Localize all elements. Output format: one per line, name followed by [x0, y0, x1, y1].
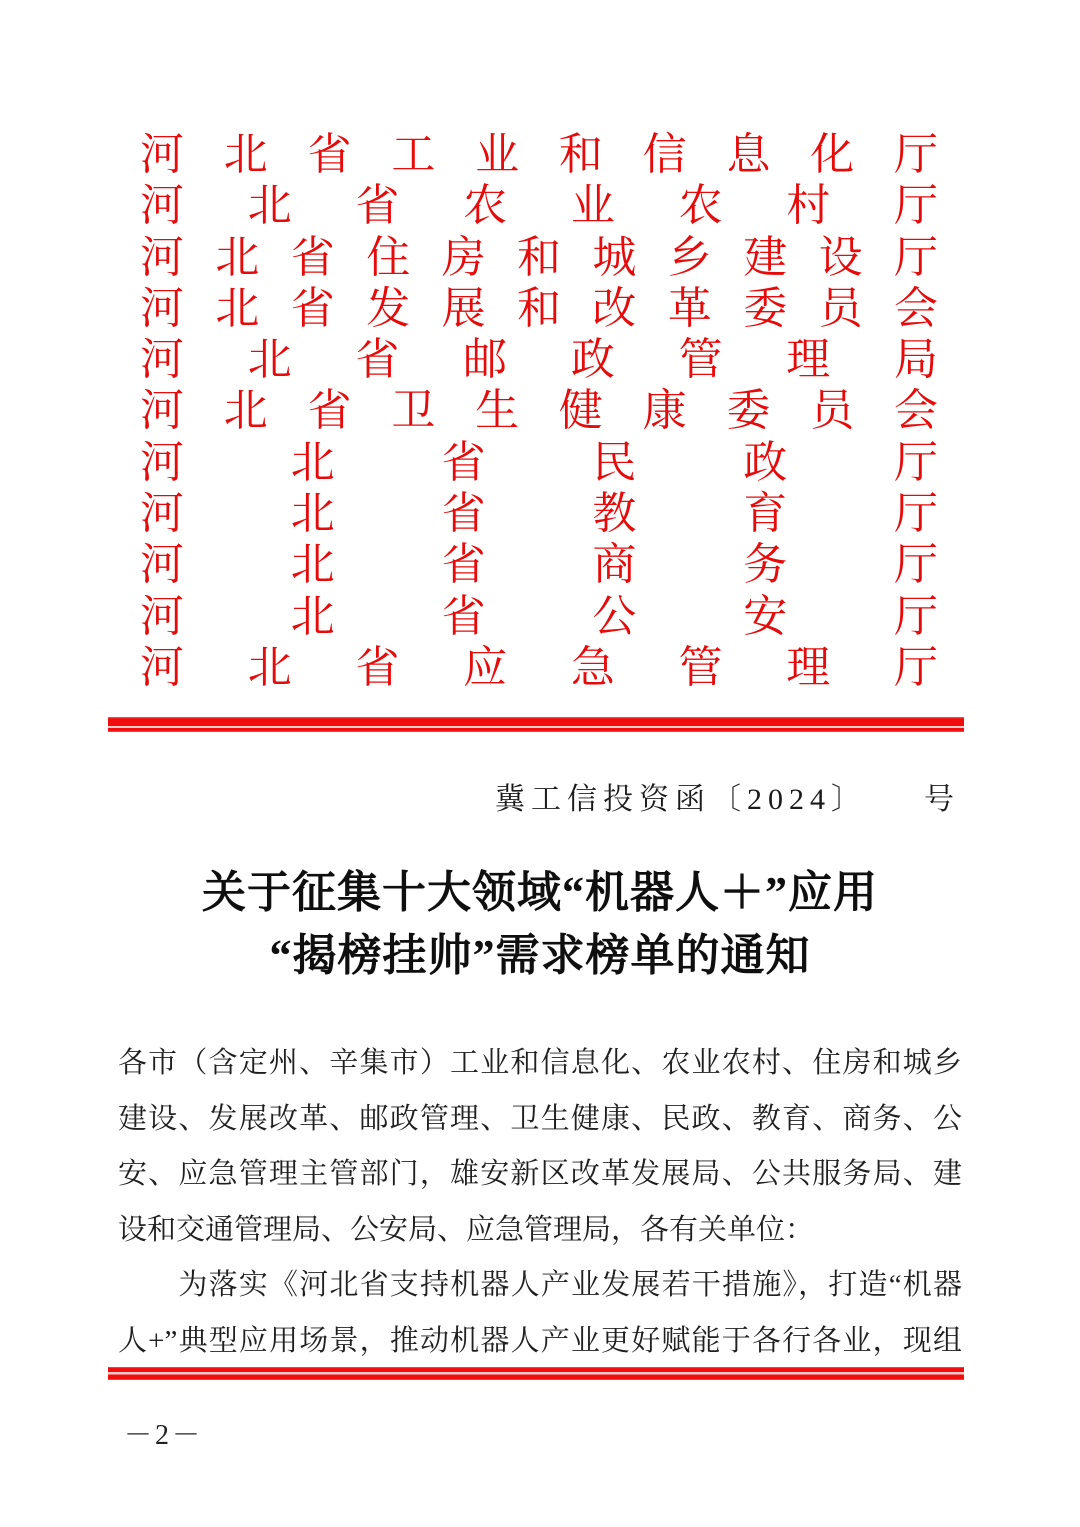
page-number: －2－ — [124, 1420, 204, 1451]
department-name: 河北省公安厅 — [140, 591, 938, 641]
title-line-1: 关于征集十大领域“机器人＋”应用 — [202, 868, 878, 917]
department-name: 河北省教育厅 — [140, 489, 938, 539]
red-separator-rule-bottom — [108, 1367, 964, 1380]
department-name: 河北省民政厅 — [140, 437, 938, 487]
letterhead-department-list — [140, 129, 938, 693]
body-text-line: 安、应急管理主管部门，雄安新区改革发展局、公共服务局、建 — [118, 1158, 962, 1190]
department-name: 河北省住房和城乡建设厅 — [140, 232, 938, 282]
department-name: 河北省卫生健康委员会 — [140, 386, 938, 436]
red-separator-rule-top — [108, 717, 964, 732]
department-name: 河北省商务厅 — [140, 540, 938, 590]
document-number: 冀工信投资函〔2024〕 号 — [495, 783, 960, 816]
department-name: 河北省工业和信息化厅 — [140, 130, 938, 179]
department-name: 河北省应急管理厅 — [140, 642, 938, 692]
body-text-line: 设和交通管理局、公安局、应急管理局，各有关单位： — [118, 1213, 815, 1246]
department-name: 河北省邮政管理局 — [140, 335, 938, 385]
document-title — [0, 861, 1080, 987]
body-text-line: 为落实《河北省支持机器人产业发展若干措施》，打造“机器 — [118, 1269, 962, 1301]
title-line-2: “揭榜挂帅”需求榜单的通知 — [269, 931, 811, 980]
department-name: 河北省农业农村厅 — [140, 181, 938, 231]
body-text-line: 建设、发展改革、邮政管理、卫生健康、民政、教育、商务、公 — [118, 1102, 962, 1135]
body-text-line: 各市（含定州、辛集市）工业和信息化、农业农村、住房和城乡 — [118, 1047, 962, 1079]
department-name: 河北省发展和改革委员会 — [140, 283, 938, 333]
document-body — [118, 1036, 962, 1369]
body-text-line: 人+”典型应用场景，推动机器人产业更好赋能于各行各业，现组 — [118, 1324, 962, 1357]
